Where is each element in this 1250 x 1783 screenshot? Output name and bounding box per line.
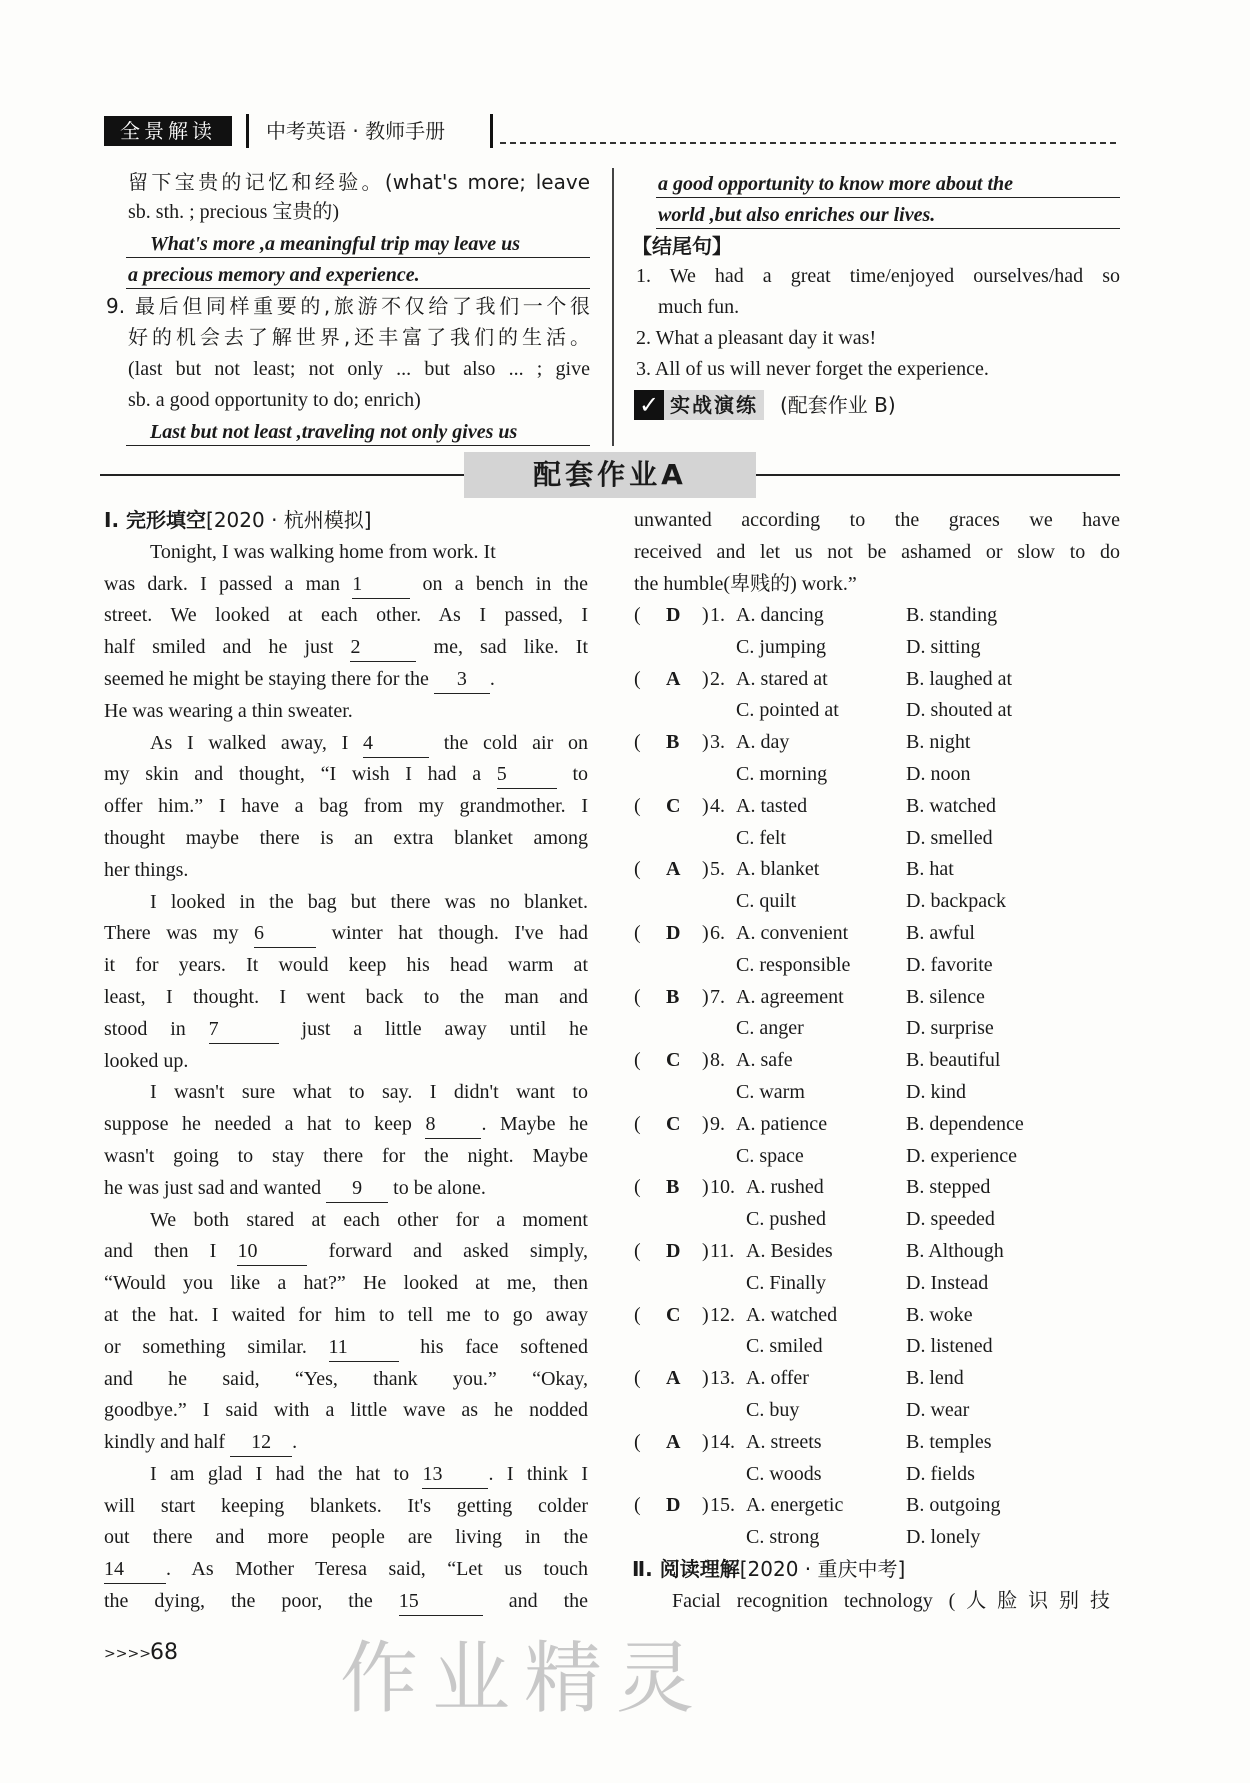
option-d: D. wear (906, 1399, 970, 1421)
answer-paren: ( (634, 1113, 641, 1135)
option-d: D. experience (906, 1145, 1018, 1167)
blank-5: 5 (497, 760, 557, 789)
passage-line: He was wearing a thin sweater. (104, 700, 353, 722)
option-d: D. noon (906, 763, 971, 785)
answer-key: B (666, 731, 680, 753)
option-c: C. buy (746, 1399, 800, 1421)
answer-key: A (666, 858, 681, 880)
passage-line: Tonight, I was walking home from work. It (150, 541, 496, 563)
passage-line: kindly and half 12 . (104, 1428, 297, 1457)
blank-11: 11 (329, 1333, 399, 1362)
option-b: B. beautiful (906, 1049, 1001, 1071)
blank-14: 14 (104, 1555, 166, 1584)
answer-line: What's more ,a meaningful trip may leave us (150, 233, 521, 255)
part2-heading: Ⅱ. 阅读理解 (632, 1557, 740, 1581)
passage-line: stood in 7 just a little away until he (104, 1015, 588, 1044)
passage-line: unwanted according to the graces we have (634, 509, 1120, 531)
option-a: A. tasted (736, 795, 808, 817)
ending-sentence: much fun. (658, 296, 740, 318)
answer-paren: ) (702, 922, 709, 944)
passage-line: street. We looked at each other. As I passed, I (104, 604, 588, 626)
question-line: sb. a good opportunity to do; enrich) (128, 389, 421, 411)
answer-paren: ) (702, 1431, 709, 1453)
option-c: C. woods (746, 1463, 822, 1485)
answer-paren: ( (634, 1367, 641, 1389)
option-a: A. blanket (736, 858, 820, 880)
question-line: (last but not least; not only ... but also ... ; give (128, 358, 590, 380)
passage-line: the dying, the poor, the 15 and the (104, 1587, 588, 1616)
answer-paren: ) (702, 795, 709, 817)
option-b: B. standing (906, 604, 998, 626)
option-d: D. listened (906, 1335, 993, 1357)
answer-key: C (666, 1113, 681, 1135)
header-dashed-rule (500, 142, 1116, 144)
passage-line: “Would you like a hat?” He looked at me, then (104, 1272, 588, 1294)
passage-line: least, I thought. I went back to the man and (104, 986, 588, 1008)
option-c: C. warm (736, 1081, 805, 1103)
option-b: B. night (906, 731, 971, 753)
option-d: D. fields (906, 1463, 975, 1485)
answer-underline (126, 257, 590, 258)
part2-source: [2020 · 重庆中考] (739, 1557, 906, 1581)
passage-line: received and let us not be ashamed or slow to do (634, 541, 1120, 563)
answer-underline (126, 445, 590, 446)
answer-key: D (666, 922, 681, 944)
passage-line: and he said, “Yes, thank you.” “Okay, (104, 1368, 588, 1390)
answer-paren: ( (634, 858, 641, 880)
watermark: 作业精灵 (340, 1634, 709, 1724)
answer-paren: ) (702, 858, 709, 880)
answer-paren: ) (702, 1049, 709, 1071)
option-c: C. Finally (746, 1272, 827, 1294)
header-divider (490, 114, 493, 148)
option-d: D. sitting (906, 636, 981, 658)
blank-9: 9 (326, 1174, 388, 1203)
option-a: A. patience (736, 1113, 828, 1135)
option-c: C. felt (736, 827, 786, 849)
question-number: 13. (710, 1367, 735, 1389)
question-number: 3. (710, 731, 725, 753)
blank-3: 3 (434, 665, 490, 694)
answer-paren: ) (702, 1367, 709, 1389)
answer-paren: ) (702, 1304, 709, 1326)
answer-paren: ( (634, 922, 641, 944)
column-divider (612, 168, 614, 446)
option-c: C. strong (746, 1526, 820, 1548)
answer-line: Last but not least ,traveling not only gives us (150, 421, 518, 443)
option-c: C. space (736, 1145, 804, 1167)
answer-paren: ) (702, 668, 709, 690)
passage-line: As I walked away, I 4 the cold air on (150, 729, 588, 758)
answer-underline (126, 288, 590, 289)
answer-paren: ( (634, 731, 641, 753)
passage-line: will start keeping blankets. It's getting colder (104, 1495, 588, 1517)
passage-line: suppose he needed a hat to keep 8 . Maybe he (104, 1110, 588, 1139)
blank-13: 13 (422, 1460, 488, 1489)
question-number: 5. (710, 858, 725, 880)
passage-line: at the hat. I waited for him to tell me to go away (104, 1304, 588, 1326)
answer-paren: ) (702, 604, 709, 626)
option-b: B. lend (906, 1367, 964, 1389)
question-number: 4. (710, 795, 725, 817)
option-a: A. energetic (746, 1494, 844, 1516)
blank-7: 7 (209, 1015, 279, 1044)
passage-line: I am glad I had the hat to 13 . I think I (150, 1460, 588, 1489)
question-number: 7. (710, 986, 725, 1008)
blank-1: 1 (352, 570, 410, 599)
passage-line: the humble(卑贱的) work.” (634, 573, 857, 595)
answer-underline (656, 197, 1120, 198)
option-a: A. streets (746, 1431, 822, 1453)
question-number: 11. (710, 1240, 735, 1262)
passage-line: I wasn't sure what to say. I didn't want to (150, 1081, 588, 1103)
answer-key: A (666, 668, 681, 690)
option-a: A. convenient (736, 922, 849, 944)
option-b: B. temples (906, 1431, 992, 1453)
passage-line: and then I 10 forward and asked simply, (104, 1237, 588, 1266)
option-b: B. watched (906, 795, 996, 817)
passage-line: her things. (104, 859, 189, 881)
answer-paren: ( (634, 668, 641, 690)
answer-key: B (666, 986, 680, 1008)
answer-key: D (666, 1240, 681, 1262)
blank-8: 8 (425, 1110, 481, 1139)
option-d: D. smelled (906, 827, 993, 849)
answer-key: B (666, 1176, 680, 1198)
answer-paren: ( (634, 604, 641, 626)
option-b: B. Although (906, 1240, 1004, 1262)
option-b: B. dependence (906, 1113, 1024, 1135)
option-c: C. pushed (746, 1208, 826, 1230)
passage-line: I looked in the bag but there was no blanket. (150, 891, 588, 913)
text-line: 留下宝贵的记忆和经验。(what's more; leave (128, 170, 590, 194)
answer-line: world ,but also enriches our lives. (658, 204, 936, 226)
page-number: 68 (150, 1640, 178, 1665)
ending-sentence: 2. What a pleasant day it was! (636, 327, 877, 349)
part1-heading: Ⅰ. 完形填空 (104, 508, 207, 532)
question-number: 12. (710, 1304, 735, 1326)
option-c: C. morning (736, 763, 828, 785)
check-icon: ✓ (634, 390, 664, 420)
option-b: B. hat (906, 858, 954, 880)
option-d: D. Instead (906, 1272, 989, 1294)
blank-15: 15 (399, 1587, 483, 1616)
question-number: 9. (710, 1113, 725, 1135)
option-b: B. outgoing (906, 1494, 1001, 1516)
answer-paren: ( (634, 1431, 641, 1453)
answer-key: D (666, 604, 681, 626)
blank-10: 10 (237, 1237, 307, 1266)
answer-underline (656, 228, 1120, 229)
answer-paren: ( (634, 1049, 641, 1071)
header-badge: 全景解读 (104, 116, 232, 146)
question-number: 10. (710, 1176, 735, 1198)
option-a: A. safe (736, 1049, 793, 1071)
option-c: C. smiled (746, 1335, 823, 1357)
option-b: B. laughed at (906, 668, 1013, 690)
option-d: D. speeded (906, 1208, 995, 1230)
ending-sentence: 1. We had a great time/enjoyed ourselves/had so (636, 265, 1120, 287)
answer-paren: ) (702, 1494, 709, 1516)
text-line: sb. sth. ; precious 宝贵的) (128, 201, 340, 223)
option-b: B. silence (906, 986, 985, 1008)
question-number: 8. (710, 1049, 725, 1071)
section-title: 配套作业A (464, 452, 756, 498)
option-c: C. quilt (736, 890, 797, 912)
practice-label: 实战演练 (664, 390, 764, 420)
header-title: 中考英语 · 教师手册 (266, 119, 446, 143)
part2-heading-line (632, 1555, 905, 1584)
question-number: 15. (710, 1494, 735, 1516)
answer-paren: ( (634, 1304, 641, 1326)
passage-line: wasn't going to stay there for the night. Maybe (104, 1145, 588, 1167)
option-d: D. backpack (906, 890, 1006, 912)
passage-line: out there and more people are living in the (104, 1526, 588, 1548)
answer-paren: ( (634, 986, 641, 1008)
ending-heading: 【结尾句】 (632, 234, 732, 258)
passage-line: offer him.” I have a bag from my grandmother. I (104, 795, 588, 817)
option-d: D. lonely (906, 1526, 981, 1548)
option-c: C. pointed at (736, 699, 839, 721)
answer-paren: ) (702, 731, 709, 753)
answer-paren: ) (702, 1176, 709, 1198)
option-d: D. shouted at (906, 699, 1013, 721)
question-number: 1. (710, 604, 725, 626)
option-a: A. watched (746, 1304, 838, 1326)
option-c: C. jumping (736, 636, 827, 658)
passage-line: thought maybe there is an extra blanket among (104, 827, 588, 849)
option-d: D. favorite (906, 954, 993, 976)
page-arrows-icon: >>>> (104, 1646, 151, 1662)
part1-heading-line (104, 506, 372, 535)
practice-note: (配套作业 B) (780, 393, 896, 417)
question-number: 6. (710, 922, 725, 944)
answer-key: C (666, 1049, 681, 1071)
passage-line: half smiled and he just 2 me, sad like. It (104, 633, 588, 662)
option-a: A. day (736, 731, 790, 753)
option-b: B. stepped (906, 1176, 991, 1198)
answer-paren: ) (702, 1113, 709, 1135)
answer-line: a good opportunity to know more about the (658, 173, 1014, 195)
answer-line: a precious memory and experience. (128, 264, 420, 286)
answer-paren: ) (702, 986, 709, 1008)
question-line: 好的机会去了解世界,还丰富了我们的生活。 (128, 325, 590, 349)
option-a: A. rushed (746, 1176, 824, 1198)
passage-line: There was my 6 winter hat though. I've had (104, 919, 588, 948)
question-line: 9. 最后但同样重要的,旅游不仅给了我们一个很 (106, 294, 590, 318)
passage-line: We both stared at each other for a moment (150, 1209, 588, 1231)
header-divider (246, 114, 249, 148)
passage-line: goodbye.” I said with a little wave as he nodded (104, 1399, 588, 1421)
answer-paren: ( (634, 1494, 641, 1516)
option-a: A. agreement (736, 986, 844, 1008)
blank-4: 4 (363, 729, 429, 758)
answer-paren: ( (634, 1240, 641, 1262)
passage-line: it for years. It would keep his head warm at (104, 954, 588, 976)
option-a: A. Besides (746, 1240, 833, 1262)
option-d: D. kind (906, 1081, 966, 1103)
option-a: A. offer (746, 1367, 809, 1389)
answer-paren: ) (702, 1240, 709, 1262)
answer-key: C (666, 795, 681, 817)
passage-line: looked up. (104, 1050, 189, 1072)
answer-key: A (666, 1431, 681, 1453)
ending-sentence: 3. All of us will never forget the experience. (636, 358, 989, 380)
answer-key: A (666, 1367, 681, 1389)
option-d: D. surprise (906, 1017, 994, 1039)
passage-line: seemed he might be staying there for the 3 . (104, 665, 495, 694)
option-b: B. awful (906, 922, 975, 944)
passage-line: 14 . As Mother Teresa said, “Let us touch (104, 1555, 588, 1584)
option-c: C. anger (736, 1017, 804, 1039)
blank-2: 2 (350, 633, 416, 662)
option-a: A. dancing (736, 604, 824, 626)
part2-first-line: Facial recognition technology (人脸识别技 (672, 1590, 1110, 1612)
blank-6: 6 (254, 919, 316, 948)
answer-key: C (666, 1304, 681, 1326)
passage-line: or something similar. 11 his face softened (104, 1333, 588, 1362)
passage-line: my skin and thought, “I wish I had a 5 to (104, 760, 588, 789)
answer-key: D (666, 1494, 681, 1516)
blank-12: 12 (230, 1428, 292, 1457)
answer-paren: ( (634, 1176, 641, 1198)
option-b: B. woke (906, 1304, 973, 1326)
part1-source: [2020 · 杭州模拟] (206, 508, 372, 532)
passage-line: was dark. I passed a man 1 on a bench in the (104, 570, 588, 599)
option-a: A. stared at (736, 668, 828, 690)
passage-line: he was just sad and wanted 9 to be alone. (104, 1174, 486, 1203)
question-number: 2. (710, 668, 725, 690)
option-c: C. responsible (736, 954, 851, 976)
question-number: 14. (710, 1431, 735, 1453)
answer-paren: ( (634, 795, 641, 817)
